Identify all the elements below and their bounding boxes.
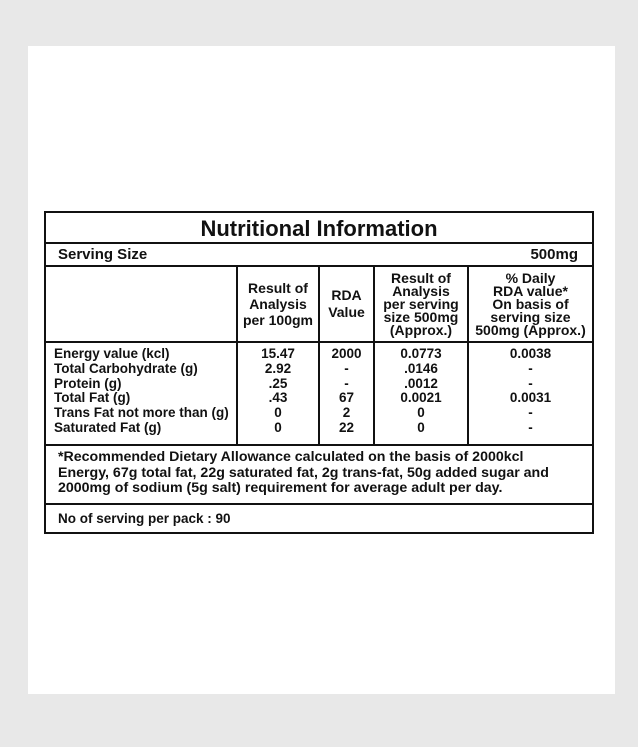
column-daily-rda xyxy=(469,347,592,436)
nutrition-panel xyxy=(44,211,594,534)
row-label: Protein (g) xyxy=(54,375,122,391)
serving-size-row xyxy=(46,244,592,267)
header-line: Result of xyxy=(248,280,308,296)
header-line: Analysis xyxy=(249,296,307,312)
header-line: (Approx.) xyxy=(389,321,453,338)
table-bottom-divider xyxy=(46,444,592,446)
cell-value: 0.0031 xyxy=(509,390,552,406)
column-per-100gm xyxy=(238,347,318,436)
cell-value: 67 xyxy=(338,390,355,406)
rda-footnote xyxy=(58,450,584,497)
cell-value: .43 xyxy=(268,390,288,406)
cell-value: - xyxy=(344,360,349,376)
header-line: size 500mg xyxy=(383,308,459,325)
cell-value: .25 xyxy=(268,375,288,391)
header-line: 500mg (Approx.) xyxy=(475,321,586,338)
header-line: RDA xyxy=(331,287,362,303)
row-label: Total Carbohydrate (g) xyxy=(54,360,198,376)
footnote-divider xyxy=(46,503,592,505)
header-line: On basis of xyxy=(492,295,569,312)
header-line: Result of xyxy=(391,269,451,286)
header-daily-rda xyxy=(469,267,592,341)
cell-value: 2.92 xyxy=(264,360,292,376)
row-label: Trans Fat not more than (g) xyxy=(54,405,229,421)
header-result-per-100gm xyxy=(238,267,318,341)
header-line: per serving xyxy=(383,295,459,312)
serving-size-value: 500mg xyxy=(530,246,578,263)
cell-value: 0 xyxy=(274,419,282,435)
header-line: RDA value* xyxy=(493,282,568,299)
column-rda-value xyxy=(320,347,373,436)
cell-value: 0.0773 xyxy=(400,346,442,361)
cell-value: 0 xyxy=(417,419,425,435)
row-labels xyxy=(54,347,229,436)
cell-value: 15.47 xyxy=(261,346,295,361)
servings-per-pack: No of serving per pack : 90 xyxy=(58,511,231,526)
header-line: % Daily xyxy=(505,269,556,286)
cell-value: - xyxy=(528,419,533,435)
header-line: serving size xyxy=(490,308,571,325)
cell-value: .0012 xyxy=(404,375,438,391)
footnote-line: 2000mg of sodium (5g salt) requirement for average adult per day. xyxy=(58,480,503,496)
panel-title: Nutritional Information xyxy=(46,213,592,244)
cell-value: .0146 xyxy=(404,360,438,376)
cell-value: - xyxy=(528,375,533,391)
cell-value: 22 xyxy=(338,419,355,435)
column-per-serving xyxy=(375,347,467,436)
serving-size-label: Serving Size xyxy=(58,246,148,263)
row-label: Saturated Fat (g) xyxy=(54,419,162,435)
header-line: Analysis xyxy=(392,282,450,299)
cell-value: 2 xyxy=(342,405,351,421)
cell-value: - xyxy=(344,375,349,391)
cell-value: 2000 xyxy=(331,346,362,361)
cell-value: - xyxy=(528,360,533,376)
footnote-line: Energy, 67g total fat, 22g saturated fat, 2g trans-fat, 50g added sugar and xyxy=(58,464,549,481)
cell-value: 0 xyxy=(274,405,282,421)
cell-value: 0.0021 xyxy=(400,390,442,406)
cell-value: 0.0038 xyxy=(509,346,552,361)
row-label: Total Fat (g) xyxy=(54,390,131,406)
header-line: Value xyxy=(328,304,365,320)
cell-value: 0 xyxy=(417,405,425,421)
row-label: Energy value (kcl) xyxy=(54,346,170,361)
header-line: per 100gm xyxy=(242,312,314,328)
header-result-per-serving xyxy=(375,267,467,341)
cell-value: - xyxy=(528,405,533,421)
header-divider xyxy=(46,341,592,343)
footnote-line: *Recommended Dietary Allowance calculated on the basis of 2000kcl xyxy=(58,449,524,465)
header-rda-value xyxy=(320,267,373,341)
